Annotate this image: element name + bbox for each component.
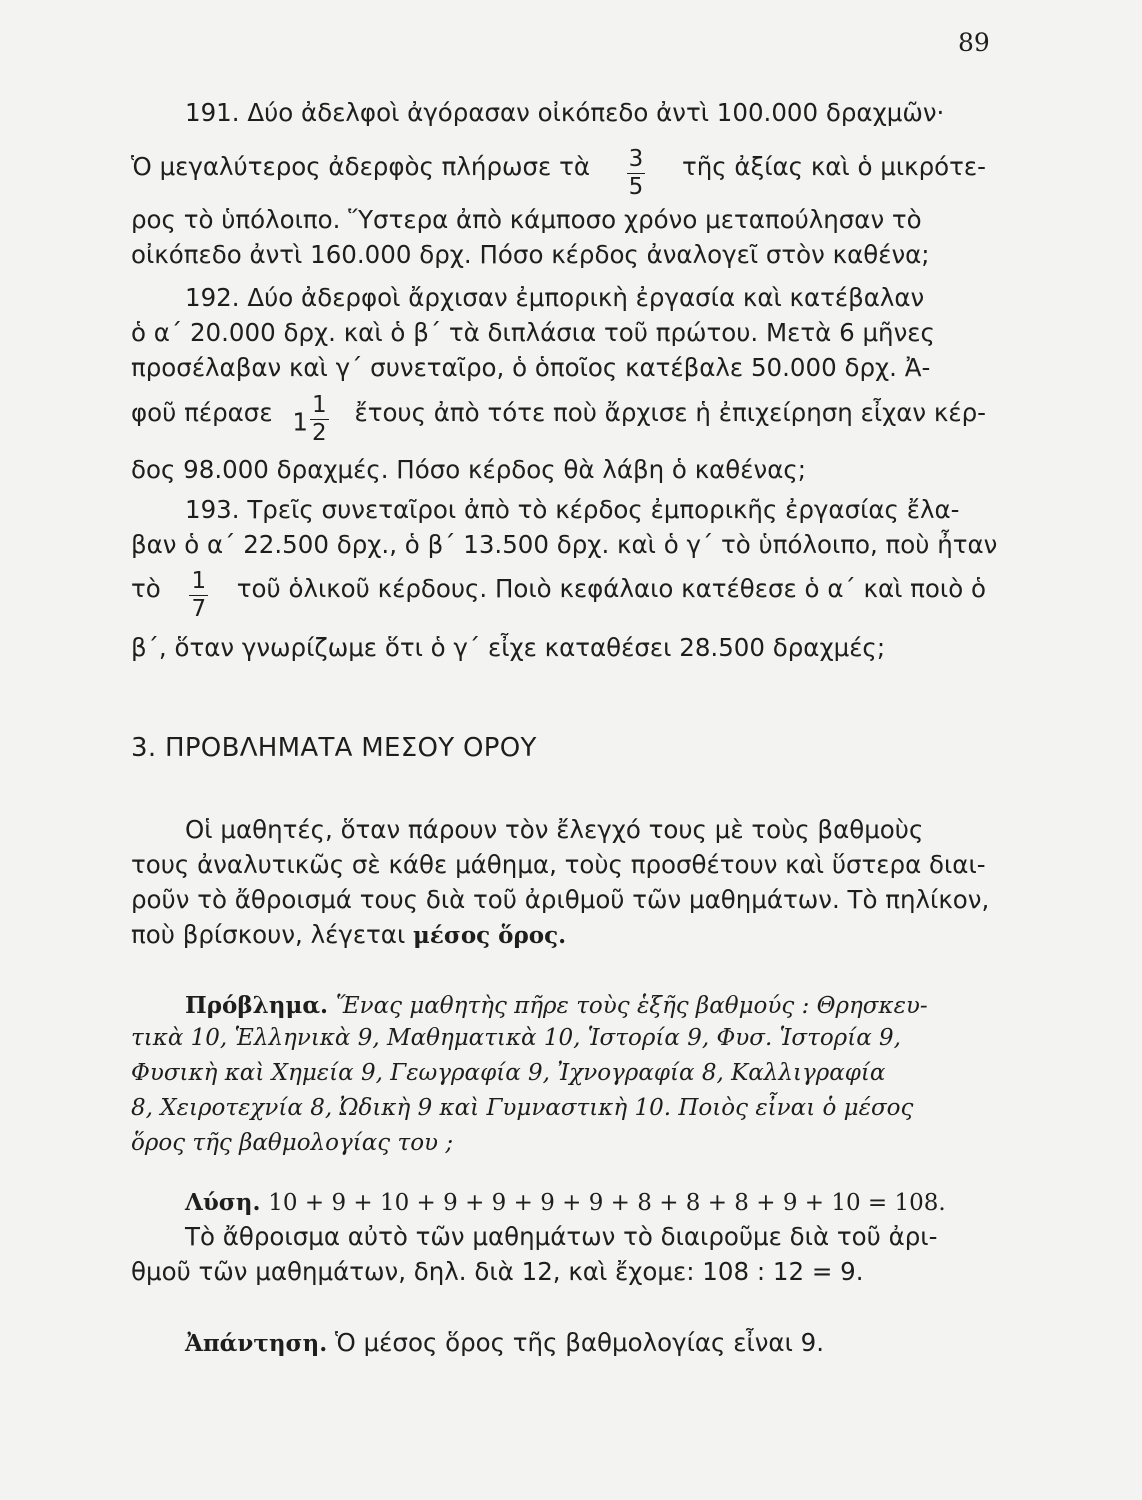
problem-191-line-1: 191. Δύο ἀδελφοὶ ἀγόρασαν οἰκόπεδο ἀντὶ 100.000 δραχμῶν·	[185, 98, 945, 127]
problem-191-line-3: ρος τὸ ὑπόλοιπο. Ὕστερα ἀπὸ κάμποσο χρόνο μεταπούλησαν τὸ	[131, 205, 922, 234]
section-heading: 3. ΠΡΟΒΛΗΜΑΤΑ ΜΕΣΟΥ ΟΡΟΥ	[131, 733, 537, 763]
intro-line-3: ροῦν τὸ ἄθροισμά τους διὰ τοῦ ἀριθμοῦ τῶν μαθημάτων. Τὸ πηλίκον,	[131, 885, 990, 914]
solution-equation: 10 + 9 + 10 + 9 + 9 + 9 + 9 + 8 + 8 + 8 + 9 + 10 = 108.	[268, 1190, 946, 1216]
problem-label: Πρόβλημα.	[185, 992, 329, 1019]
problem-line-4: 8, Χειροτεχνία 8, Ὠδικὴ 9 καὶ Γυμναστικὴ 10. Ποιὸς εἶναι ὁ μέσος	[131, 1095, 914, 1121]
problem-193-line-3	[131, 568, 986, 625]
solution-line-2: Τὸ ἄθροισμα αὐτὸ τῶν μαθημάτων τὸ διαιροῦμε διὰ τοῦ ἀρι-	[185, 1222, 938, 1251]
answer-text: Ὁ μέσος ὅρος τῆς βαθμολογίας εἶναι 9.	[335, 1328, 825, 1357]
fraction-one-half	[310, 394, 329, 445]
problem-line-5: ὅρος τῆς βαθμολογίας του ;	[131, 1130, 454, 1156]
solution-line-3: θμοῦ τῶν μαθημάτων, δηλ. διὰ 12, καὶ ἔχομε: 108 : 12 = 9.	[131, 1257, 864, 1286]
problem-192-line-5: δος 98.000 δραχμές. Πόσο κέρδος θὰ λάβη ὁ καθένας;	[131, 455, 806, 484]
fraction-denominator: 5	[628, 174, 644, 200]
problem-191-line-4: οἰκόπεδο ἀντὶ 160.000 δρχ. Πόσο κέρδος ἀναλογεῖ στὸν καθένα;	[131, 240, 930, 269]
problem-191-line-2-text-b: τῆς ἀξίας καὶ ὁ μικρότε-	[681, 152, 986, 181]
problem-191-line-2	[131, 146, 986, 203]
intro-line-4-text: ποὺ βρίσκουν, λέγεται	[131, 920, 406, 949]
problem-193-line-2: βαν ὁ α΄ 22.500 δρχ., ὁ β΄ 13.500 δρχ. καὶ ὁ γ΄ τὸ ὑπόλοιπο, ποὺ ἦταν	[131, 530, 998, 559]
mixed-number-whole: 1	[292, 407, 308, 437]
mixed-number	[292, 392, 334, 449]
page-number: 89	[958, 28, 990, 57]
term-mean: μέσος ὅρος.	[413, 922, 567, 949]
problem-193-line-3-text-b: τοῦ ὁλικοῦ κέρδους. Ποιὸ κεφάλαιο κατέθεσε ὁ α΄ καὶ ποιὸ ὁ	[236, 574, 986, 603]
problem-line-1-text: Ἕνας μαθητὴς πῆρε τοὺς ἑξῆς βαθμούς : Θρησκευ-	[335, 993, 928, 1019]
solution-label: Λύση.	[185, 1189, 261, 1216]
problem-192-line-4-text-b: ἔτους ἀπὸ τότε ποὺ ἄρχισε ἡ ἐπιχείρηση εἶχαν κέρ-	[354, 398, 986, 427]
problem-line-3: Φυσικὴ καὶ Χημεία 9, Γεωγραφία 9, Ἰχνογραφία 8, Καλλιγραφία	[131, 1060, 886, 1086]
answer-label: Ἀπάντηση.	[185, 1330, 328, 1357]
problem-192-line-3: προσέλαβαν καὶ γ΄ συνεταῖρο, ὁ ὁποῖος κατέβαλε 50.000 δρχ. Ἀ-	[131, 353, 931, 382]
fraction-one-seventh	[189, 570, 208, 621]
intro-line-2: τους ἀναλυτικῶς σὲ κάθε μάθημα, τοὺς προσθέτουν καὶ ὕστερα διαι-	[131, 850, 986, 879]
fraction-numerator: 3	[628, 146, 644, 172]
problem-191-line-2-text-a: Ὁ μεγαλύτερος ἀδερφὸς πλήρωσε τὰ	[131, 152, 590, 181]
answer-line	[185, 1328, 985, 1357]
fraction-numerator: 1	[191, 568, 207, 594]
problem-193-line-4: β΄, ὅταν γνωρίζωμε ὅτι ὁ γ΄ εἶχε καταθέσει 28.500 δραχμές;	[131, 633, 886, 662]
fraction-numerator: 1	[312, 392, 327, 418]
problem-192-line-4	[131, 392, 986, 449]
intro-line-1: Οἱ μαθητές, ὅταν πάρουν τὸν ἔλεγχό τους μὲ τοὺς βαθμοὺς	[185, 815, 924, 844]
fraction-three-fifths	[627, 148, 646, 199]
problem-192-line-4-text-a: φοῦ πέρασε	[131, 398, 273, 427]
problem-193-line-3-text-a: τὸ	[131, 574, 161, 603]
problem-192-line-1: 192. Δύο ἀδερφοὶ ἄρχισαν ἐμπορικὴ ἐργασία καὶ κατέβαλαν	[185, 283, 925, 312]
solution-line-1	[185, 1187, 985, 1216]
problem-192-line-2: ὁ α΄ 20.000 δρχ. καὶ ὁ β΄ τὰ διπλάσια τοῦ πρώτου. Μετὰ 6 μῆνες	[131, 318, 935, 347]
problem-line-1	[185, 990, 985, 1019]
intro-line-4	[131, 920, 986, 949]
problem-193-line-1: 193. Τρεῖς συνεταῖροι ἀπὸ τὸ κέρδος ἐμπορικῆς ἐργασίας ἔλα-	[185, 495, 960, 524]
problem-line-2: τικὰ 10, Ἑλληνικὰ 9, Μαθηματικὰ 10, Ἱστορία 9, Φυσ. Ἱστορία 9,	[131, 1025, 901, 1051]
fraction-denominator: 2	[312, 420, 327, 446]
fraction-denominator: 7	[191, 596, 207, 622]
